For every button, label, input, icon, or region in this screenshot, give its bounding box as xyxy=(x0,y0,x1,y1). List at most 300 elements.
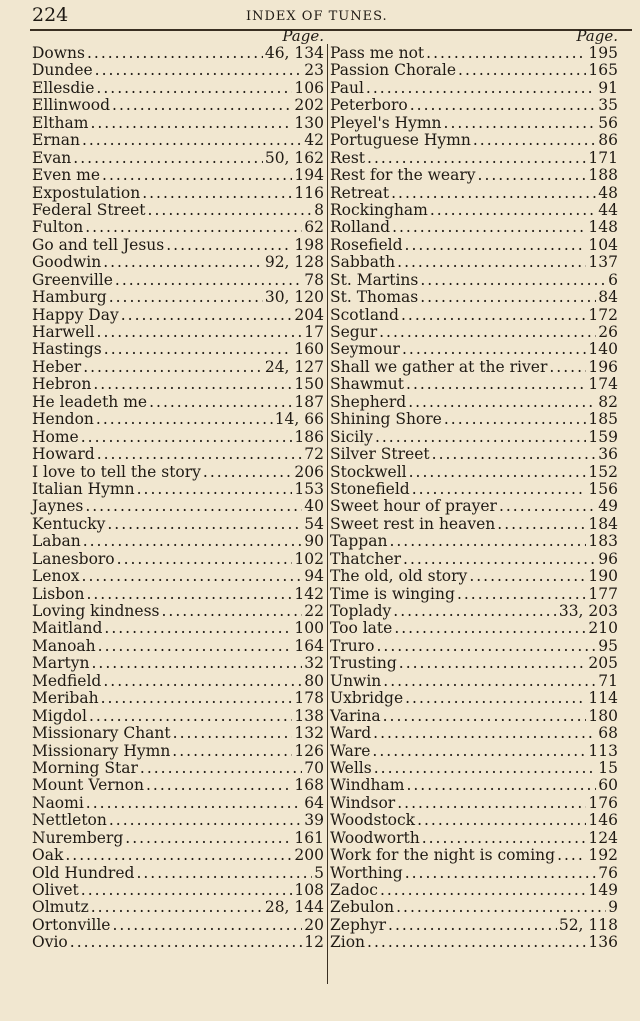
index-entry xyxy=(330,899,618,916)
page-reference: 12 xyxy=(304,933,324,952)
page-reference: 160 xyxy=(294,340,324,359)
page-reference: 204 xyxy=(294,305,324,324)
page-reference: 206 xyxy=(294,462,324,481)
dot-leader xyxy=(81,429,293,445)
dot-leader xyxy=(112,917,302,933)
page-reference: 72 xyxy=(304,445,324,464)
index-entry xyxy=(32,272,324,289)
dot-leader xyxy=(93,376,292,392)
tune-name: Zephyr xyxy=(330,915,387,934)
page-reference: 176 xyxy=(588,793,618,812)
index-entry xyxy=(32,673,324,690)
tune-name: Laban xyxy=(32,532,81,551)
tune-name: Martyn xyxy=(32,654,90,673)
tune-name: Naomi xyxy=(32,793,84,812)
index-entry xyxy=(330,464,618,481)
tune-name: Goodwin xyxy=(32,253,102,272)
index-entry xyxy=(32,429,324,446)
tune-name: Sabbath xyxy=(330,253,396,272)
index-entry xyxy=(32,830,324,847)
dot-leader xyxy=(417,812,586,828)
dot-leader xyxy=(85,219,302,235)
index-entry xyxy=(32,237,324,254)
dot-leader xyxy=(473,132,596,148)
tune-name: Stonefield xyxy=(330,479,410,498)
index-entry xyxy=(32,307,324,324)
page-number: 224 xyxy=(32,4,69,26)
index-entry xyxy=(330,673,618,690)
index-entry xyxy=(32,725,324,742)
index-entry xyxy=(330,341,618,358)
dot-leader xyxy=(383,673,596,689)
dot-leader xyxy=(96,80,292,96)
tune-name: Olmutz xyxy=(32,898,89,917)
tune-name: Home xyxy=(32,427,79,446)
page-reference: 113 xyxy=(588,741,618,760)
page-reference: 156 xyxy=(588,479,618,498)
page-reference: 56 xyxy=(598,113,618,132)
index-entry xyxy=(32,324,324,341)
tune-name: Seymour xyxy=(330,340,400,359)
dot-leader xyxy=(90,115,292,131)
dot-leader xyxy=(82,132,302,148)
page-reference: 9 xyxy=(608,898,618,917)
page-reference: 70 xyxy=(304,758,324,777)
index-entry xyxy=(330,655,618,672)
page-reference: 165 xyxy=(588,61,618,80)
dot-leader xyxy=(117,551,293,567)
tune-name: Ellinwood xyxy=(32,96,111,115)
dot-leader xyxy=(402,341,586,357)
tune-name: Ortonville xyxy=(32,915,111,934)
tune-name: Zadoc xyxy=(330,881,378,899)
tune-name: Eltham xyxy=(32,113,89,132)
page-reference: 184 xyxy=(588,514,618,533)
index-entry xyxy=(330,324,618,341)
dot-leader xyxy=(405,237,587,253)
dot-leader xyxy=(392,219,586,235)
tune-name: Toplady xyxy=(330,602,392,620)
page-reference: 90 xyxy=(304,532,324,551)
tune-name: Lenox xyxy=(32,567,80,586)
page-reference: 44 xyxy=(598,200,618,219)
index-entry xyxy=(32,219,324,236)
dot-leader xyxy=(410,97,597,113)
tune-name: Ovio xyxy=(32,933,68,952)
dot-leader xyxy=(121,307,293,323)
dot-leader xyxy=(367,934,586,950)
tune-name: Paul xyxy=(330,78,364,97)
dot-leader xyxy=(376,638,596,654)
tune-name: Olivet xyxy=(32,881,79,899)
page-reference: 185 xyxy=(588,410,618,429)
dot-leader xyxy=(109,289,263,305)
right-column-heading: Page. xyxy=(576,27,618,45)
dot-leader xyxy=(372,743,586,759)
index-entry xyxy=(32,603,324,620)
index-entry xyxy=(330,62,618,79)
index-entry xyxy=(330,516,618,533)
tune-name: Shall we gather at the river xyxy=(330,357,548,376)
page-reference: 149 xyxy=(588,881,618,899)
tune-name: The old, old story xyxy=(330,567,468,586)
page-reference: 71 xyxy=(598,671,618,690)
tune-name: Pass me not xyxy=(330,44,425,62)
index-entry xyxy=(330,551,618,568)
tune-name: Woodstock xyxy=(330,811,416,830)
page-reference: 148 xyxy=(588,218,618,237)
page-reference: 168 xyxy=(294,776,324,795)
dot-leader xyxy=(401,307,586,323)
page-reference: 140 xyxy=(588,340,618,359)
page-reference: 62 xyxy=(304,218,324,237)
page-reference: 60 xyxy=(598,776,618,795)
tune-name: Ward xyxy=(330,724,372,743)
index-entry xyxy=(330,254,618,271)
page-reference: 20 xyxy=(304,915,324,934)
dot-leader xyxy=(399,655,587,671)
tune-name: Pleyel's Hymn xyxy=(330,113,442,132)
dot-leader xyxy=(97,324,303,340)
index-entry xyxy=(32,812,324,829)
page-reference: 54 xyxy=(304,514,324,533)
page-reference: 64 xyxy=(304,793,324,812)
dot-leader xyxy=(82,568,303,584)
dot-leader xyxy=(375,429,586,445)
page-reference: 104 xyxy=(588,235,618,254)
page-reference: 8 xyxy=(314,200,324,219)
tune-name: Stockwell xyxy=(330,462,407,481)
index-entry xyxy=(32,376,324,393)
tune-name: St. Thomas xyxy=(330,288,419,307)
dot-leader xyxy=(81,882,293,898)
page-reference: 106 xyxy=(294,78,324,97)
dot-leader xyxy=(557,847,586,863)
index-entry xyxy=(32,97,324,114)
index-entry xyxy=(330,150,618,167)
tune-name: Silver Street xyxy=(330,445,430,464)
dot-leader xyxy=(405,865,597,881)
dot-leader xyxy=(432,446,597,462)
dot-leader xyxy=(166,237,292,253)
dot-leader xyxy=(444,411,587,427)
dot-leader xyxy=(366,80,596,96)
index-entry xyxy=(330,115,618,132)
index-entry xyxy=(32,551,324,568)
page-reference: 180 xyxy=(588,706,618,725)
dot-leader xyxy=(499,498,596,514)
page-reference: 146 xyxy=(588,811,618,830)
page-reference: 132 xyxy=(294,724,324,743)
page-reference: 68 xyxy=(598,724,618,743)
left-column-heading: Page. xyxy=(282,27,324,45)
page-reference: 195 xyxy=(588,44,618,62)
index-entry xyxy=(32,150,324,167)
index-entry xyxy=(330,533,618,550)
tune-name: Happy Day xyxy=(32,305,119,324)
dot-leader xyxy=(92,655,303,671)
tune-name: Italian Hymn xyxy=(32,479,135,498)
page-reference: 205 xyxy=(588,654,618,673)
index-entry xyxy=(330,132,618,149)
tune-name: Mount Vernon xyxy=(32,776,144,795)
index-entry xyxy=(330,847,618,864)
index-entry xyxy=(32,638,324,655)
tune-name: Ellesdie xyxy=(32,78,95,97)
tune-name: I love to tell the story xyxy=(32,462,201,481)
tune-name: Retreat xyxy=(330,183,390,202)
tune-name: Windham xyxy=(330,776,405,795)
dot-leader xyxy=(103,254,263,270)
page-reference: 108 xyxy=(294,881,324,899)
index-entry xyxy=(32,498,324,515)
dot-leader xyxy=(104,620,292,636)
dot-leader xyxy=(98,638,293,654)
dot-leader xyxy=(373,725,596,741)
index-entry xyxy=(330,603,618,620)
index-entry xyxy=(330,934,618,951)
index-entry xyxy=(330,167,618,184)
page-reference: 26 xyxy=(598,323,618,341)
tune-name: Missionary Chant xyxy=(32,724,171,743)
dot-leader xyxy=(83,359,263,375)
index-entry xyxy=(330,917,618,934)
tune-name: Too late xyxy=(330,619,393,638)
dot-leader xyxy=(70,934,303,950)
index-entry xyxy=(330,777,618,794)
tune-name: Kentucky xyxy=(32,514,106,533)
index-entry xyxy=(330,743,618,760)
page-reference: 46, 134 xyxy=(264,44,324,62)
tune-name: Shepherd xyxy=(330,392,407,411)
dot-leader xyxy=(104,341,293,357)
page-reference: 24, 127 xyxy=(264,357,324,376)
dot-leader xyxy=(109,812,302,828)
dot-leader xyxy=(142,185,292,201)
dot-leader xyxy=(137,481,293,497)
tune-name: Rest for the weary xyxy=(330,166,476,185)
tune-name: Maitland xyxy=(32,619,103,638)
dot-leader xyxy=(115,272,302,288)
index-entry xyxy=(32,760,324,777)
index-entry xyxy=(330,272,618,289)
tune-name: Hastings xyxy=(32,340,102,359)
dot-leader xyxy=(406,376,586,392)
index-entry xyxy=(330,97,618,114)
page-reference: 33, 203 xyxy=(558,602,618,620)
dot-leader xyxy=(403,551,596,567)
dot-leader xyxy=(97,446,303,462)
page-reference: 42 xyxy=(304,131,324,150)
dot-leader xyxy=(383,708,587,724)
page-reference: 94 xyxy=(304,567,324,586)
index-entry xyxy=(32,882,324,899)
page-reference: 196 xyxy=(588,357,618,376)
tune-name: Oak xyxy=(32,846,64,865)
page-reference: 48 xyxy=(598,183,618,202)
left-index-column xyxy=(32,45,324,952)
tune-name: Greenville xyxy=(32,270,113,289)
tune-name: Manoah xyxy=(32,636,96,655)
index-entry xyxy=(330,638,618,655)
page-reference: 6 xyxy=(608,270,618,289)
dot-leader xyxy=(420,272,606,288)
tune-name: Fulton xyxy=(32,218,84,237)
dot-leader xyxy=(162,603,303,619)
index-entry xyxy=(330,690,618,707)
index-entry xyxy=(32,934,324,951)
page-reference: 198 xyxy=(294,235,324,254)
index-entry xyxy=(330,289,618,306)
page-reference: 35 xyxy=(598,96,618,115)
page-reference: 95 xyxy=(598,636,618,655)
index-entry xyxy=(330,795,618,812)
page-reference: 30, 120 xyxy=(264,288,324,307)
page-reference: 142 xyxy=(294,584,324,603)
page-reference: 100 xyxy=(294,619,324,638)
page-reference: 124 xyxy=(588,828,618,847)
page-reference: 172 xyxy=(588,305,618,324)
index-entry xyxy=(32,45,324,62)
tune-name: Hebron xyxy=(32,375,92,394)
index-entry xyxy=(330,376,618,393)
page-reference: 82 xyxy=(598,392,618,411)
index-entry xyxy=(32,620,324,637)
tune-name: Zion xyxy=(330,933,366,952)
page-reference: 39 xyxy=(304,811,324,830)
dot-leader xyxy=(380,882,586,898)
page-reference: 202 xyxy=(294,96,324,115)
index-entry xyxy=(32,62,324,79)
dot-leader xyxy=(86,586,292,602)
index-entry xyxy=(330,830,618,847)
tune-name: Rolland xyxy=(330,218,391,237)
page-reference: 152 xyxy=(588,462,618,481)
dot-leader xyxy=(112,97,292,113)
index-entry xyxy=(330,80,618,97)
tune-name: Windsor xyxy=(330,793,396,812)
tune-name: Scotland xyxy=(330,305,399,324)
dot-leader xyxy=(420,289,596,305)
dot-leader xyxy=(95,62,303,78)
index-entry xyxy=(32,167,324,184)
index-entry xyxy=(330,219,618,236)
index-entry xyxy=(330,725,618,742)
index-entry xyxy=(330,411,618,428)
tune-name: Morning Star xyxy=(32,758,138,777)
dot-leader xyxy=(379,324,596,340)
page-reference: 22 xyxy=(304,602,324,620)
tune-name: Wells xyxy=(330,758,372,777)
index-entry xyxy=(32,708,324,725)
index-entry xyxy=(32,359,324,376)
page-reference: 17 xyxy=(304,323,324,341)
index-entry xyxy=(32,847,324,864)
tune-name: Lanesboro xyxy=(32,549,115,568)
dot-leader xyxy=(412,481,587,497)
tune-name: Sweet rest in heaven xyxy=(330,514,496,533)
index-entry xyxy=(32,394,324,411)
page-reference: 92, 128 xyxy=(264,253,324,272)
tune-name: Work for the night is coming xyxy=(330,846,556,865)
tune-name: Hamburg xyxy=(32,288,107,307)
page-title: INDEX OF TUNES. xyxy=(246,9,388,24)
index-entry xyxy=(32,586,324,603)
dot-leader xyxy=(549,359,586,375)
index-entry xyxy=(330,185,618,202)
page-reference: 153 xyxy=(294,479,324,498)
tune-name: Peterboro xyxy=(330,96,408,115)
page-reference: 137 xyxy=(588,253,618,272)
dot-leader xyxy=(406,777,596,793)
dot-leader xyxy=(409,464,587,480)
dot-leader xyxy=(91,899,263,915)
dot-leader xyxy=(173,725,293,741)
tune-name: Sicily xyxy=(330,427,373,446)
page-reference: 50, 162 xyxy=(264,148,324,167)
dot-leader xyxy=(148,202,313,218)
index-entry xyxy=(32,254,324,271)
dot-leader xyxy=(397,795,586,811)
tune-name: Rest xyxy=(330,148,366,167)
index-entry xyxy=(32,411,324,428)
page-reference: 183 xyxy=(588,532,618,551)
dot-leader xyxy=(497,516,586,532)
tune-name: Time is winging xyxy=(330,584,455,603)
page-reference: 194 xyxy=(294,166,324,185)
page-reference: 150 xyxy=(294,375,324,394)
page-reference: 84 xyxy=(598,288,618,307)
page-reference: 28, 144 xyxy=(264,898,324,917)
dot-leader xyxy=(430,202,596,218)
tune-name: Medfield xyxy=(32,671,102,690)
tune-name: Hendon xyxy=(32,410,94,429)
dot-leader xyxy=(96,411,273,427)
dot-leader xyxy=(405,690,586,706)
tune-name: Shining Shore xyxy=(330,410,442,429)
tune-name: He leadeth me xyxy=(32,392,148,411)
index-entry xyxy=(330,359,618,376)
index-entry xyxy=(32,777,324,794)
tune-name: Tappan xyxy=(330,532,388,551)
dot-leader xyxy=(103,673,302,689)
dot-leader xyxy=(394,620,586,636)
page-reference: 130 xyxy=(294,113,324,132)
dot-leader xyxy=(469,568,586,584)
index-entry xyxy=(32,865,324,882)
index-entry xyxy=(32,917,324,934)
page-reference: 174 xyxy=(588,375,618,394)
tune-name: Unwin xyxy=(330,671,382,690)
page-reference: 114 xyxy=(588,689,618,708)
page-reference: 190 xyxy=(588,567,618,586)
index-entry xyxy=(330,45,618,62)
dot-leader xyxy=(367,150,586,166)
index-entry xyxy=(32,655,324,672)
dot-leader xyxy=(83,533,303,549)
index-entry xyxy=(32,533,324,550)
page-reference: 52, 118 xyxy=(558,915,618,934)
column-divider xyxy=(327,44,328,984)
page-reference: 178 xyxy=(294,689,324,708)
index-entry xyxy=(32,899,324,916)
page-reference: 14, 66 xyxy=(274,410,324,429)
index-entry xyxy=(330,202,618,219)
tune-name: Loving kindness xyxy=(32,602,160,620)
page-reference: 192 xyxy=(588,846,618,865)
page-reference: 126 xyxy=(294,741,324,760)
dot-leader xyxy=(101,690,293,706)
